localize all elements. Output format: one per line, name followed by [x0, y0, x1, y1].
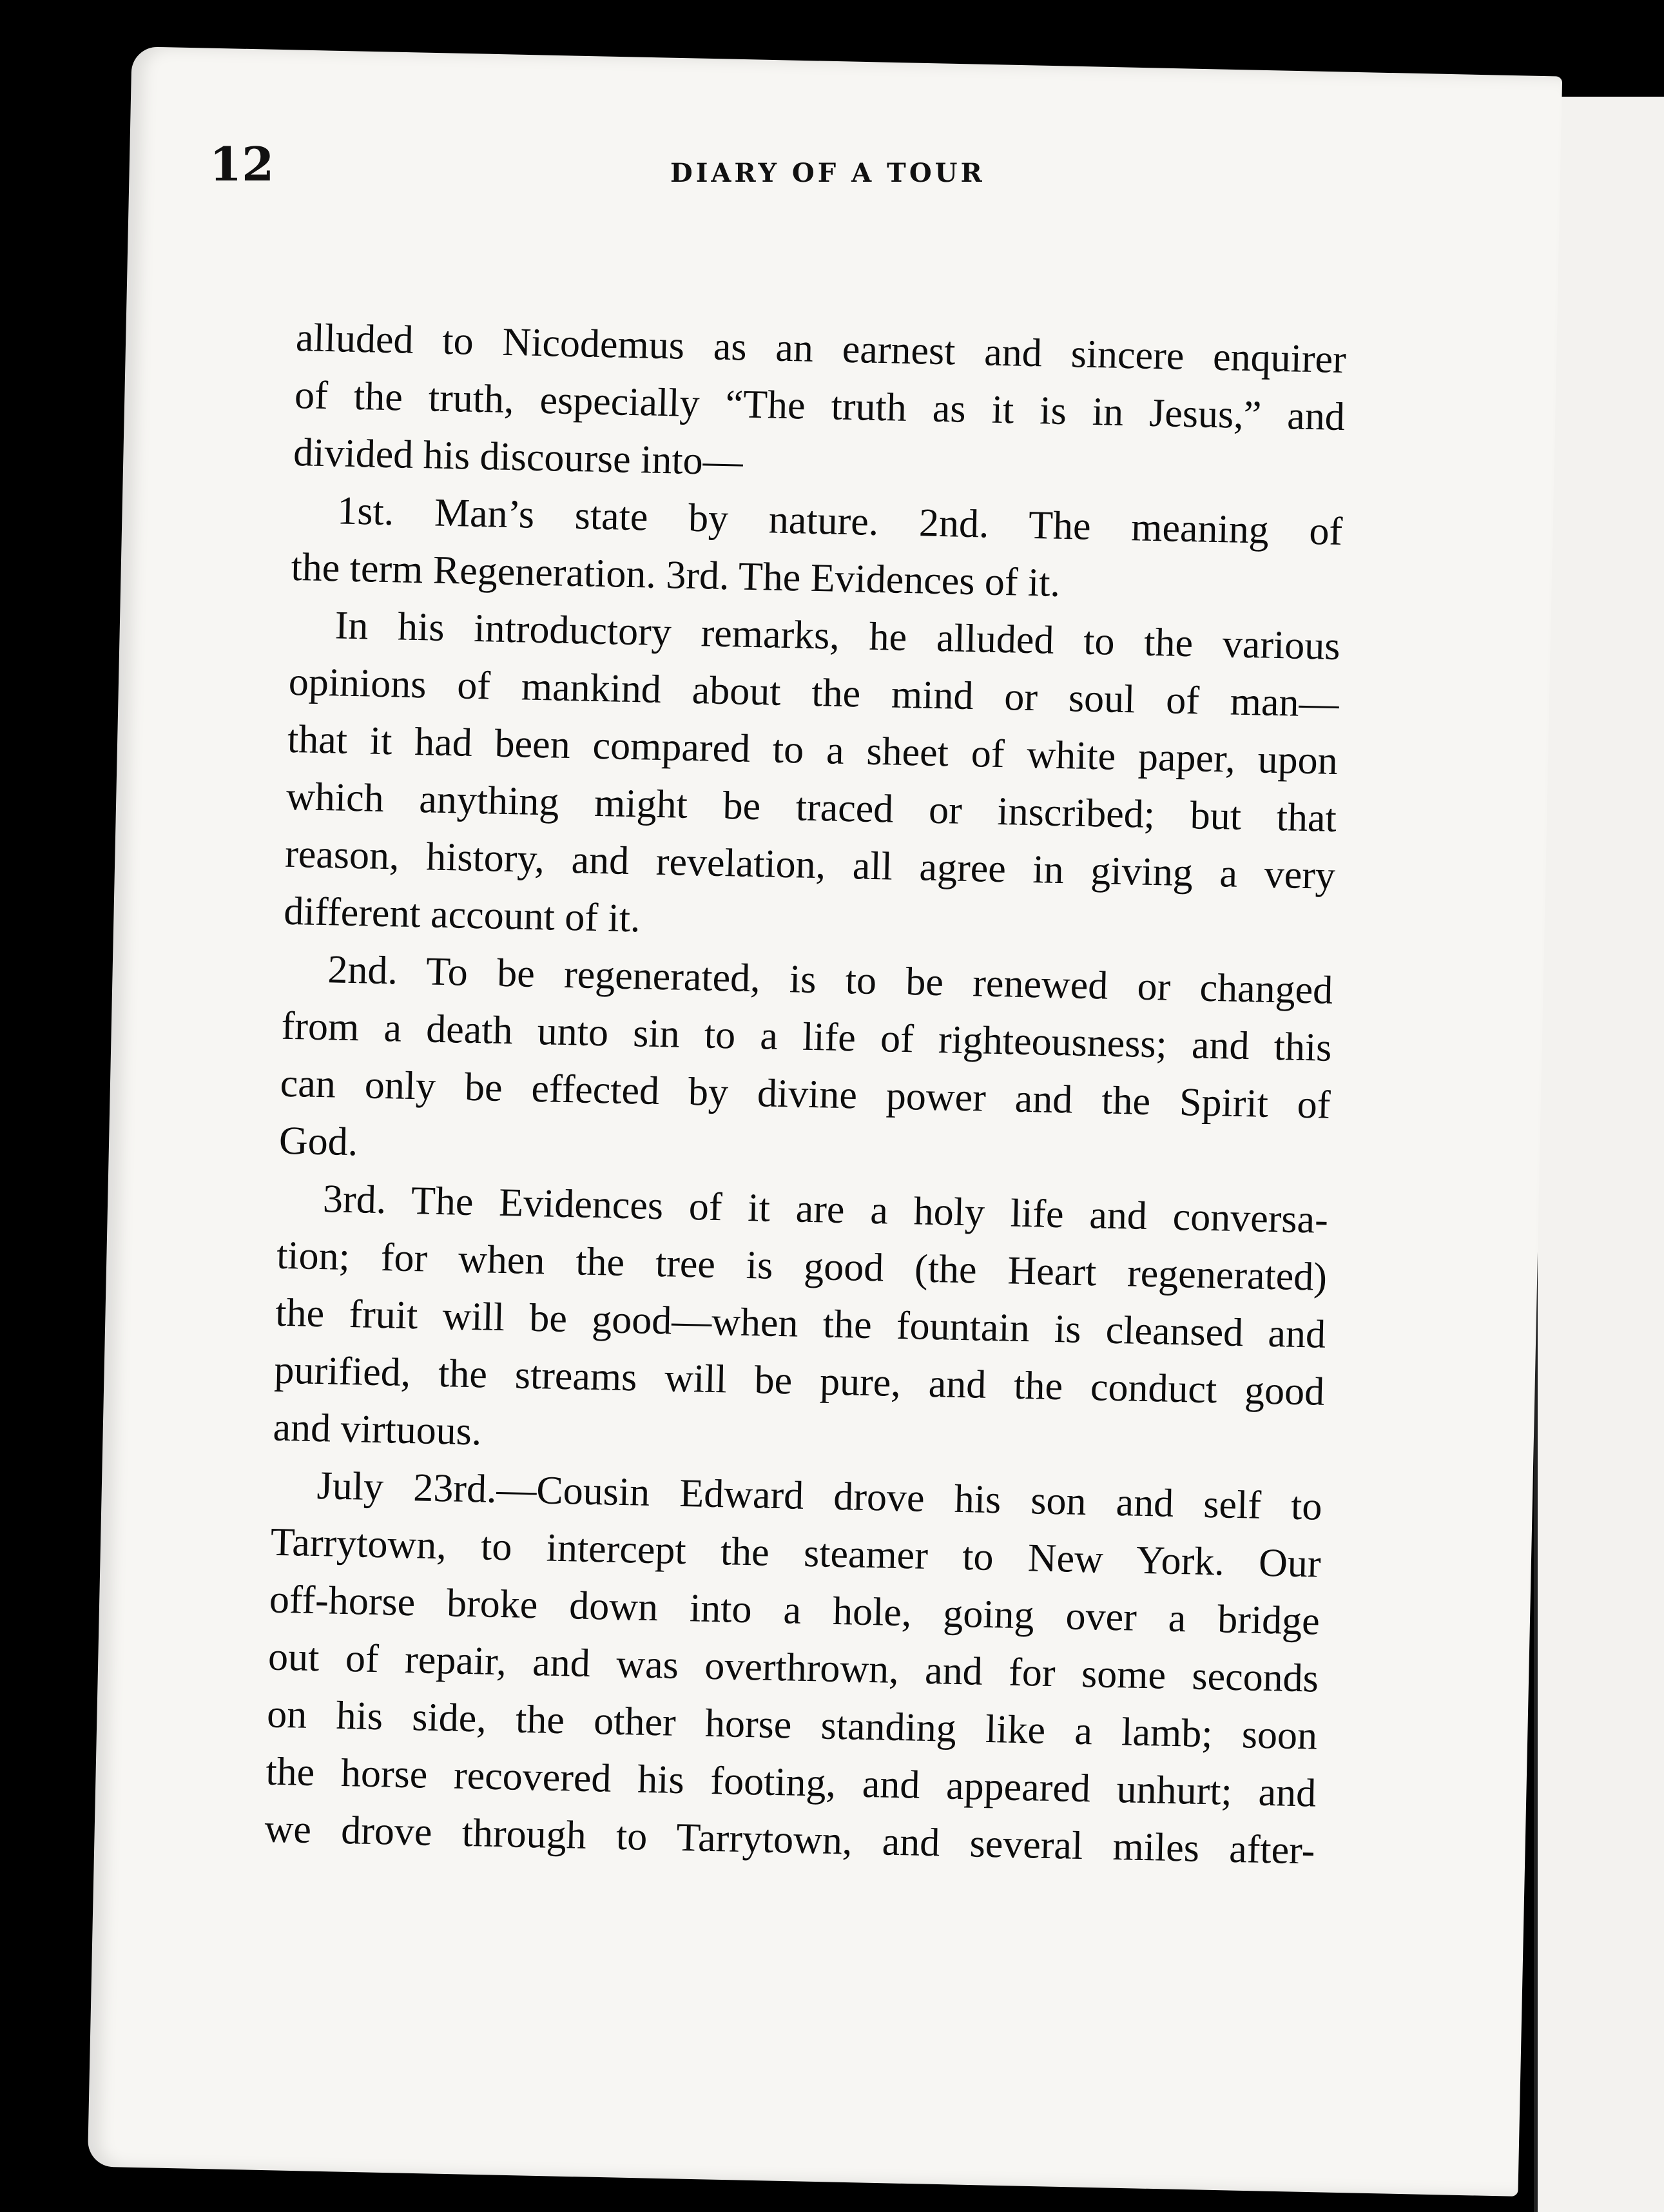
text-line: different account of it.: [283, 889, 641, 941]
text-line: In his introductory remarks, he alluded to the various: [334, 603, 1341, 669]
text-line: the horse recovered his footing, and appeared unhurt; and: [265, 1749, 1317, 1816]
text-line: from a death unto sin to a life of righteousness; and this: [281, 1004, 1333, 1070]
text-line: reason, history, and revelation, all agree in giving a very: [284, 831, 1336, 898]
text-line: which anything might be traced or inscribed; but that: [285, 774, 1337, 840]
text-line: alluded to Nicodemus as an earnest and sincere enquirer: [295, 315, 1347, 382]
text-line: out of repair, and was overthrown, and for some seconds: [267, 1635, 1319, 1701]
text-line: the term Regeneration. 3rd. The Evidences of it.: [290, 545, 1061, 605]
text-line: God.: [278, 1118, 358, 1165]
text-line: that it had been compared to a sheet of white paper, upon: [287, 717, 1339, 783]
text-line: 3rd. The Evidences of it are a holy life and conversa-: [322, 1177, 1329, 1242]
text-line: divided his discourse into—: [293, 430, 744, 484]
page-body: [264, 309, 1347, 1880]
running-title: DIARY OF A TOUR: [670, 158, 985, 188]
text-line: purified, the streams will be pure, and the conduct good: [273, 1348, 1325, 1414]
page-number: 12: [209, 137, 275, 191]
text-line: Tarrytown, to intercept the steamer to New York. Our: [270, 1520, 1322, 1586]
text-line: off-horse broke down into a hole, going over a bridge: [269, 1577, 1321, 1644]
text-line: and virtuous.: [272, 1405, 483, 1454]
text-line: can only be effected by divine power and the Spirit of: [280, 1061, 1331, 1127]
text-line: 1st. Man’s state by nature. 2nd. The meaning of: [336, 489, 1343, 554]
text-line: we drove through to Tarrytown, and several miles after-: [264, 1807, 1315, 1873]
text-line: on his side, the other horse standing like a lamb; soon: [266, 1692, 1318, 1758]
text-line: 2nd. To be regenerated, is to be renewed or changed: [327, 947, 1333, 1013]
text-line: opinions of mankind about the mind or soul of man—: [288, 659, 1340, 726]
text-line: of the truth, especially “The truth as it is in Jesus,” and: [294, 373, 1346, 440]
text-line: tion; for when the tree is good (the Heart regenerated): [276, 1233, 1328, 1299]
text-line: the fruit will be good—when the fountain is cleansed and: [275, 1290, 1326, 1357]
text-line: July 23rd.—Cousin Edward drove his son and self to: [316, 1464, 1323, 1529]
